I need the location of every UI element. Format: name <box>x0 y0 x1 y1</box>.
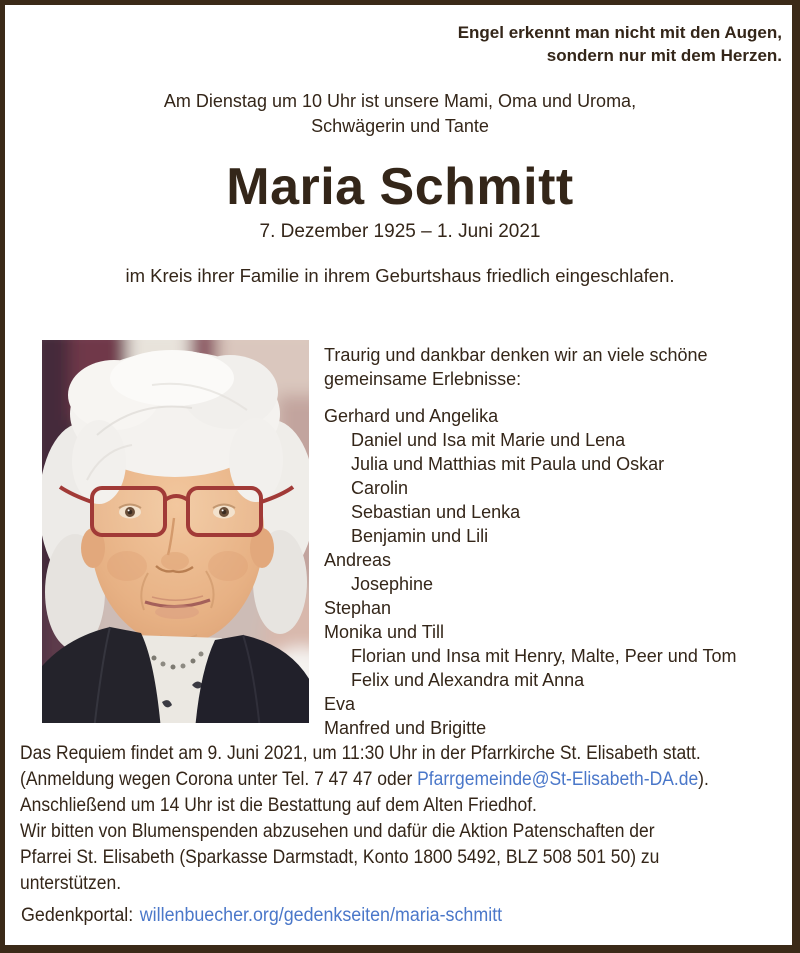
family-list <box>324 404 790 740</box>
family-member: Carolin <box>351 478 409 498</box>
family-member: Andreas <box>324 550 392 570</box>
email-link[interactable]: Pfarrgemeinde@St-Elisabeth-DA.de <box>417 769 699 790</box>
requiem-line: Das Requiem findet am 9. Juni 2021, um 11:30 Uhr in der Pfarrkirche St. Elisabeth statt. <box>20 743 701 764</box>
family-member: Eva <box>324 694 356 714</box>
memories-intro-line-1: Traurig und dankbar denken wir an viele schöne <box>324 345 708 365</box>
announcement-intro <box>0 89 800 139</box>
epigraph-line-2: sondern nur mit dem Herzen. <box>546 46 782 65</box>
portrait-photo <box>42 340 309 723</box>
memorial-portal-label: Gedenkportal: <box>21 905 134 926</box>
family-member: Gerhard und Angelika <box>324 406 499 426</box>
registration-line <box>20 767 738 793</box>
family-member: Stephan <box>324 598 392 618</box>
memories-section <box>324 343 790 740</box>
epigraph-line-1: Engel erkennt man nicht mit den Augen, <box>457 23 782 42</box>
life-dates: 7. Dezember 1925 – 1. Juni 2021 <box>259 221 541 242</box>
closing-sentence: im Kreis ihrer Familie in ihrem Geburtshaus friedlich eingeschlafen. <box>125 265 675 286</box>
registration-prefix: (Anmeldung wegen Corona unter Tel. 7 47 47 oder <box>20 769 418 790</box>
memorial-portal-link[interactable]: willenbuecher.org/gedenkseiten/maria-schmitt <box>139 905 503 926</box>
memorial-portal <box>21 905 502 927</box>
family-member: Josephine <box>351 574 434 594</box>
epigraph <box>458 21 782 67</box>
donation-line-1: Wir bitten von Blumenspenden abzusehen und dafür die Aktion Patenschaften der <box>20 821 655 842</box>
family-member: Julia und Matthias mit Paula und Oskar <box>351 454 665 474</box>
intro-line-1: Am Dienstag um 10 Uhr ist unsere Mami, Oma und Uroma, <box>163 91 637 111</box>
intro-line-2: Schwägerin und Tante <box>311 116 489 136</box>
burial-line: Anschließend um 14 Uhr ist die Bestattung auf dem Alten Friedhof. <box>20 795 537 816</box>
memories-intro-line-2: gemeinsame Erlebnisse: <box>324 369 522 389</box>
family-member: Daniel und Isa mit Marie und Lena <box>351 430 626 450</box>
family-member: Monika und Till <box>324 622 445 642</box>
family-member: Felix und Alexandra mit Anna <box>351 670 585 690</box>
registration-suffix: ). <box>698 769 709 790</box>
deceased-name: Maria Schmitt <box>226 158 574 216</box>
portrait-illustration <box>42 340 309 723</box>
family-member: Manfred und Brigitte <box>324 718 487 738</box>
family-member: Florian und Insa mit Henry, Malte, Peer und Tom <box>351 646 737 666</box>
family-member: Benjamin und Lili <box>351 526 489 546</box>
memories-intro <box>324 343 790 391</box>
family-member: Sebastian und Lenka <box>351 502 521 522</box>
donation-line-3: unterstützen. <box>20 873 122 894</box>
donation-line-2: Pfarrei St. Elisabeth (Sparkasse Darmstadt, Konto 1800 5492, BLZ 508 501 50) zu <box>20 847 660 868</box>
service-details <box>20 741 800 897</box>
